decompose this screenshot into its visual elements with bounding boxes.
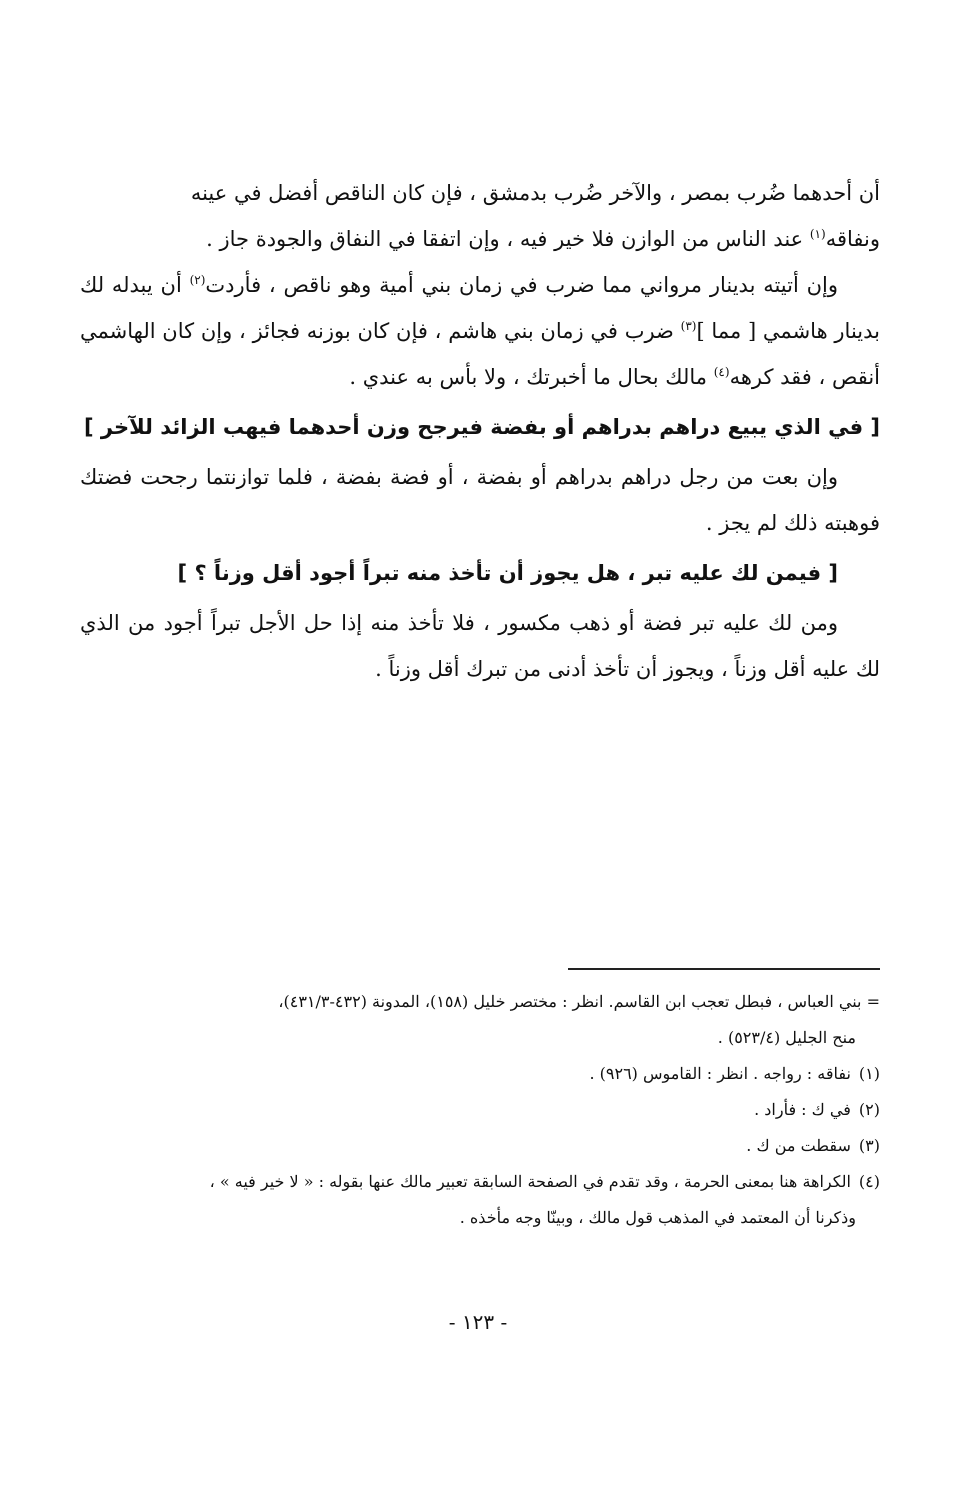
footnote-4-number: (٤) [858,1172,880,1191]
footnote-1-text: نفاقه : رواجه . انظر : القاموس (٩٢٦) . [589,1064,851,1083]
footnote-1 [80,1056,880,1092]
footnote-continuation [80,984,880,1056]
paragraph-2-part-a: وإن أتيته بدينار مرواني مما ضرب في زمان بني أمية وهو ناقص ، فأردت [205,273,838,297]
footnotes [80,968,880,1236]
footnote-4 [80,1164,880,1200]
paragraph-3: وإن بعت من رجل دراهم بدراهم أو بفضة ، أو فضة بفضة ، فلما توازنتما رجحت فضتك فوهبته ذلك لم يجز . [80,465,880,535]
footnote-3-text: سقطت من ك . [746,1136,851,1155]
paragraph-2-part-c: ضرب في زمان بني هاشم ، فإن كان بوزنه فجائز ، وإن كان الهاشمي أنقص ، فقد كرهه [80,319,880,389]
paragraph-1-line-1: أن أحدهما ضُرب بمصر ، والآخر ضُرب بدمشق ، فإن كان الناقص أفضل في عينه [190,181,880,205]
footnote-continuation-line-2: منح الجليل (٥٢٣/٤) . [717,1028,856,1047]
footnote-2 [80,1092,880,1128]
main-text [80,170,880,692]
footnote-4-text: الكراهة هنا بمعنى الحرمة ، وقد تقدم في الصفحة السابقة تعبير مالك عنها بقوله : « لا خير فيه » ، [209,1172,851,1191]
footnote-3 [80,1128,880,1164]
paragraph-1-line-2-end: عند الناس من الوازن فلا خير فيه ، وإن اتفقا في النفاق والجودة جاز . [206,227,810,251]
section-heading-1: [ في الذي يبيع دراهم بدراهم أو بفضة فيرجح وزن أحدهما فيهب الزائد للآخر ] [83,415,880,439]
footnote-1-number: (١) [858,1064,880,1083]
footnote-2-text: في ك : فأراد . [754,1100,851,1119]
footnote-3-number: (٣) [858,1136,880,1155]
footnote-4-line-2: وذكرنا أن المعتمد في المذهب قول مالك ، وبينّا وجه مأخذه . [459,1208,856,1227]
footnote-ref-1: (١) [809,227,826,241]
paragraph-2-part-d: مالك بحال ما أخبرتك ، ولا بأس به عندي . [349,365,714,389]
footnote-2-number: (٢) [858,1100,880,1119]
paragraph-1 [80,170,880,262]
footnote-ref-2: (٢) [189,273,206,287]
footnote-continuation-line-1: = بني العباس ، فبطل تعجب ابن القاسم. انظر : مختصر خليل (١٥٨)، المدونة (٤٣٢-٤٣١/٣)، [278,992,880,1011]
footnote-divider [568,968,880,970]
paragraph-2-part-b: أن يبدله لك بدينار هاشمي [ مما ] [80,273,880,343]
footnote-ref-4: (٤) [713,365,730,379]
footnote-ref-3: (٣) [680,319,697,333]
paragraph-2 [80,262,880,400]
page-number: - ١٢٣ - [448,1310,508,1334]
paragraph-1-line-2-start: ونفاقه [825,227,880,251]
section-heading-2: [ فيمن لك عليه تبر ، هل يجوز أن تأخذ منه تبراً أجود أقل وزناً ؟ ] [177,561,838,585]
paragraph-4: ومن لك عليه تبر فضة أو ذهب مكسور ، فلا تأخذ منه إذا حل الأجل تبراً أجود من الذي لك عليه أقل وزناً ، ويجوز أن تأخذ أدنى من تبرك أقل وزناً . [80,611,880,681]
